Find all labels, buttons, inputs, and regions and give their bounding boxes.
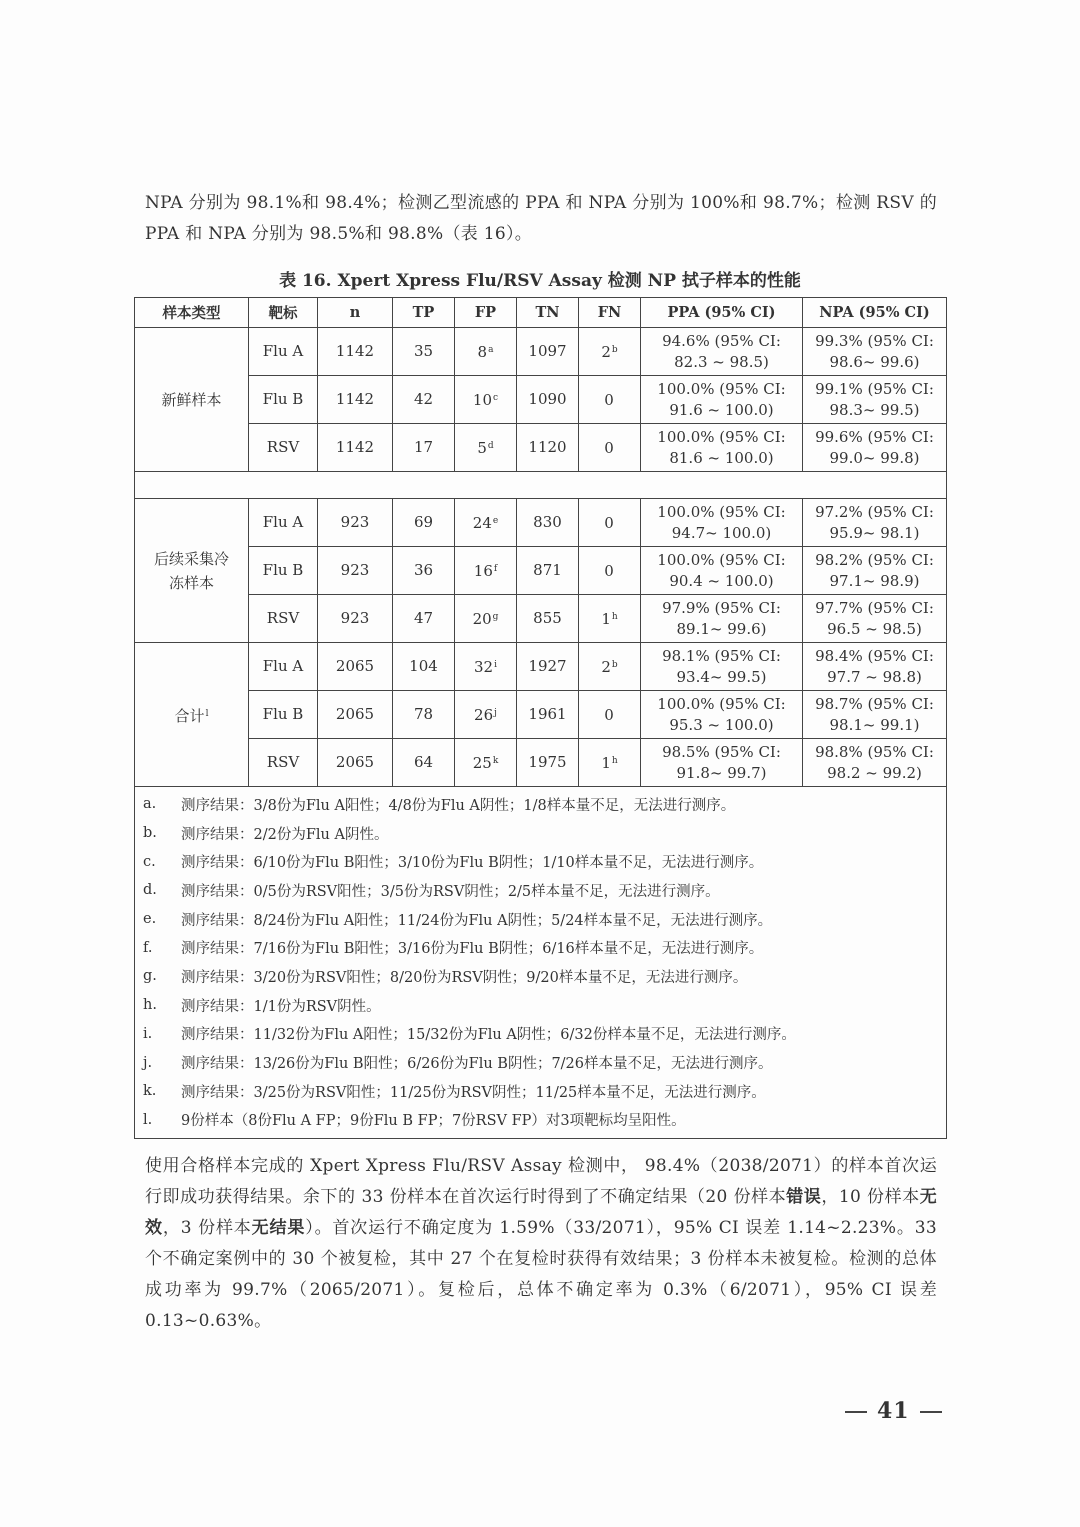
footnote-key: h. — [143, 997, 157, 1014]
intro-paragraph: NPA 分别为 98.1%和 98.4%；检测乙型流感的 PPA 和 NPA 分别为 100%和 98.7%；检测 RSV 的 PPA 和 NPA 分别为 98.5%和 98.8%（表 16）。 — [145, 193, 937, 244]
ppa-ci: 91.8~ 99.7) — [676, 763, 767, 782]
fp-cell — [455, 595, 517, 643]
header-ppa: PPA (95% CI) — [641, 298, 803, 328]
ppa-value: 100.0% (95% CI: — [657, 379, 786, 398]
footnote-marker: h — [611, 756, 618, 766]
footnote-marker: l — [205, 708, 209, 719]
npa-cell — [803, 424, 947, 472]
fn-cell — [579, 376, 641, 424]
npa-cell — [803, 376, 947, 424]
footnote-text: 测序结果：8/24份为Flu A阳性；11/24份为Flu A阴性；5/24样本量不足，无法进行测序。 — [181, 912, 773, 929]
ppa-cell — [641, 376, 803, 424]
target-cell: RSV — [249, 424, 318, 472]
ppa-cell — [641, 643, 803, 691]
page-number — [835, 1398, 952, 1424]
footnote-text: 测序结果：2/2份为Flu A阴性。 — [181, 826, 389, 843]
table-row — [135, 499, 947, 547]
ppa-ci: 94.7~ 100.0) — [671, 523, 772, 542]
fp-value: 25 — [472, 754, 492, 772]
footnote-marker: b — [611, 660, 618, 670]
n-cell: 2065 — [318, 691, 393, 739]
footnote-key: b. — [143, 825, 157, 842]
table-row — [135, 643, 947, 691]
sample-type-label: 后续采集冷冻样本 — [153, 549, 229, 592]
footnote-marker: j — [494, 708, 497, 718]
ppa-cell — [641, 424, 803, 472]
ppa-cell — [641, 739, 803, 787]
tp-cell: 36 — [393, 547, 455, 595]
n-cell: 1142 — [318, 328, 393, 376]
header-fp: FP — [455, 298, 517, 328]
fn-value: 1 — [601, 610, 611, 628]
table-row — [135, 424, 947, 472]
npa-cell — [803, 691, 947, 739]
npa-value: 98.7% (95% CI: — [815, 694, 934, 713]
tp-cell: 42 — [393, 376, 455, 424]
fp-cell — [455, 376, 517, 424]
npa-ci: 98.3~ 99.5) — [829, 400, 920, 419]
table-row — [135, 691, 947, 739]
fn-cell — [579, 643, 641, 691]
n-cell: 923 — [318, 547, 393, 595]
target-cell: Flu A — [249, 643, 318, 691]
npa-cell — [803, 595, 947, 643]
footnote-marker: i — [494, 660, 497, 670]
header-n: n — [318, 298, 393, 328]
tn-cell: 1090 — [517, 376, 579, 424]
fn-value: 2 — [601, 658, 611, 676]
footnote-key: i. — [143, 1025, 153, 1042]
fn-cell — [579, 739, 641, 787]
footnote-text: 测序结果：6/10份为Flu B阳性；3/10份为Flu B阴性；1/10样本量不足，无法进行测序。 — [181, 855, 764, 872]
footnote-key: d. — [143, 882, 157, 899]
fp-value: 24 — [472, 514, 492, 532]
sample-type-cell — [135, 499, 249, 643]
fn-cell — [579, 595, 641, 643]
footnote-item — [143, 933, 946, 962]
outro-bold-invalid: 无效 — [145, 1187, 937, 1238]
header-tp: TP — [393, 298, 455, 328]
page-number-text: 41 — [877, 1398, 910, 1424]
table-row — [135, 376, 947, 424]
n-cell: 2065 — [318, 643, 393, 691]
npa-ci: 98.1~ 99.1) — [829, 715, 920, 734]
ppa-value: 94.6% (95% CI: — [662, 331, 781, 350]
outro-bold-error: 错误 — [786, 1187, 822, 1207]
ppa-cell — [641, 547, 803, 595]
ppa-value: 100.0% (95% CI: — [657, 694, 786, 713]
fp-value: 16 — [473, 562, 493, 580]
footnote-item — [143, 991, 946, 1020]
footnote-key: g. — [143, 968, 157, 985]
sample-type-cell — [135, 643, 249, 787]
fp-value: 5 — [477, 439, 487, 457]
footnote-key: c. — [143, 853, 156, 870]
npa-value: 98.4% (95% CI: — [815, 646, 934, 665]
header-fn: FN — [579, 298, 641, 328]
footnote-marker: b — [611, 345, 618, 355]
outro-text-3: ，3 份样本 — [162, 1218, 252, 1238]
table-row — [135, 739, 947, 787]
footnote-key: k. — [143, 1083, 157, 1100]
footnote-item — [143, 1077, 946, 1106]
fp-value: 32 — [474, 658, 494, 676]
fn-value: 0 — [604, 439, 614, 457]
footnote-key: a. — [143, 796, 157, 813]
fn-cell — [579, 499, 641, 547]
npa-ci: 97.1~ 98.9) — [829, 571, 920, 590]
fp-cell — [455, 691, 517, 739]
footnote-marker: k — [492, 756, 499, 766]
ppa-value: 100.0% (95% CI: — [657, 427, 786, 446]
footnote-key: j. — [143, 1054, 153, 1071]
fp-cell — [455, 643, 517, 691]
footnote-text: 测序结果：0/5份为RSV阳性；3/5份为RSV阴性；2/5样本量不足，无法进行测序。 — [181, 883, 720, 900]
ppa-ci: 81.6 ~ 100.0) — [669, 448, 774, 467]
fn-value: 0 — [604, 706, 614, 724]
footnote-marker: c — [493, 393, 499, 403]
fp-cell — [455, 547, 517, 595]
footnote-text: 测序结果：3/8份为Flu A阳性；4/8份为Flu A阴性；1/8样本量不足，无法进行测序。 — [181, 797, 736, 814]
tn-cell: 1961 — [517, 691, 579, 739]
npa-value: 98.2% (95% CI: — [815, 550, 934, 569]
footnote-marker: d — [487, 441, 494, 451]
fn-cell — [579, 691, 641, 739]
target-cell: RSV — [249, 595, 318, 643]
ppa-cell — [641, 691, 803, 739]
fp-value: 20 — [472, 610, 492, 628]
tn-cell: 1097 — [517, 328, 579, 376]
npa-value: 98.8% (95% CI: — [815, 742, 934, 761]
footnote-text: 测序结果：1/1份为RSV阴性。 — [181, 998, 381, 1015]
n-cell: 1142 — [318, 424, 393, 472]
ppa-ci: 89.1~ 99.6) — [676, 619, 767, 638]
fp-value: 26 — [474, 706, 494, 724]
npa-cell — [803, 643, 947, 691]
page-dash-left — [845, 1411, 867, 1413]
footnote-item — [143, 1106, 946, 1135]
fp-cell — [455, 739, 517, 787]
npa-value: 99.3% (95% CI: — [815, 331, 934, 350]
ppa-value: 100.0% (95% CI: — [657, 550, 786, 569]
table-row — [135, 595, 947, 643]
ppa-cell — [641, 499, 803, 547]
footnote-text: 测序结果：13/26份为Flu B阳性；6/26份为Flu B阴性；7/26样本量不足，无法进行测序。 — [181, 1056, 773, 1073]
footnote-text: 测序结果：7/16份为Flu B阳性；3/16份为Flu B阴性；6/16样本量不足，无法进行测序。 — [181, 941, 764, 958]
header-target: 靶标 — [249, 298, 318, 328]
performance-table — [134, 297, 947, 1139]
tn-cell: 1927 — [517, 643, 579, 691]
npa-ci: 96.5 ~ 98.5) — [827, 619, 922, 638]
tn-cell: 830 — [517, 499, 579, 547]
page-dash-right — [920, 1411, 942, 1413]
footnote-marker: f — [493, 564, 498, 574]
fp-cell — [455, 328, 517, 376]
fn-value: 0 — [604, 391, 614, 409]
tp-cell: 35 — [393, 328, 455, 376]
sample-type-cell — [135, 328, 249, 472]
npa-value: 97.2% (95% CI: — [815, 502, 934, 521]
target-cell: Flu B — [249, 547, 318, 595]
npa-value: 99.6% (95% CI: — [815, 427, 934, 446]
footnote-item — [143, 876, 946, 905]
header-npa: NPA (95% CI) — [803, 298, 947, 328]
fn-value: 1 — [601, 754, 611, 772]
n-cell: 1142 — [318, 376, 393, 424]
tn-cell: 855 — [517, 595, 579, 643]
fn-value: 0 — [604, 562, 614, 580]
sample-type-label: 新鲜样本 — [161, 390, 222, 409]
outro-text-2: ，10 份样本 — [821, 1187, 920, 1207]
tp-cell: 64 — [393, 739, 455, 787]
footnote-item — [143, 847, 946, 876]
footnotes-cell — [135, 787, 947, 1139]
ppa-cell — [641, 595, 803, 643]
npa-ci: 98.2 ~ 99.2) — [827, 763, 922, 782]
footnote-marker: e — [492, 516, 499, 526]
tn-cell: 1975 — [517, 739, 579, 787]
footnote-key: f. — [143, 939, 153, 956]
footnote-text: 测序结果：3/25份为RSV阳性；11/25份为RSV阴性；11/25样本量不足，无法进行测序。 — [181, 1084, 766, 1101]
footnote-marker: g — [492, 612, 499, 622]
npa-cell — [803, 739, 947, 787]
npa-value: 97.7% (95% CI: — [815, 598, 934, 617]
fn-value: 2 — [601, 343, 611, 361]
footnote-marker: h — [611, 612, 618, 622]
tp-cell: 104 — [393, 643, 455, 691]
spacer-row — [135, 472, 947, 499]
footnotes-row — [135, 787, 947, 1139]
table-row — [135, 328, 947, 376]
ppa-value: 97.9% (95% CI: — [662, 598, 781, 617]
outro-paragraph — [145, 1151, 937, 1337]
fp-cell — [455, 424, 517, 472]
table-caption: 表 16. Xpert Xpress Flu/RSV Assay 检测 NP 拭子样本的性能 — [279, 271, 801, 291]
ppa-ci: 93.4~ 99.5) — [676, 667, 767, 686]
npa-ci: 97.7 ~ 98.8) — [827, 667, 922, 686]
target-cell: Flu A — [249, 499, 318, 547]
ppa-ci: 91.6 ~ 100.0) — [669, 400, 774, 419]
footnote-item — [143, 790, 946, 819]
npa-ci: 98.6~ 99.6) — [829, 352, 920, 371]
npa-ci: 99.0~ 99.8) — [829, 448, 920, 467]
fp-value: 8 — [477, 343, 488, 361]
fn-cell — [579, 424, 641, 472]
footnote-text: 9份样本（8份Flu A FP；9份Flu B FP；7份RSV FP）对3项靶标均呈阳性。 — [181, 1113, 686, 1130]
footnote-item — [143, 1048, 946, 1077]
header-tn: TN — [517, 298, 579, 328]
table-row — [135, 547, 947, 595]
footnote-item — [143, 905, 946, 934]
ppa-cell — [641, 328, 803, 376]
footnote-key: l. — [143, 1111, 153, 1128]
n-cell: 923 — [318, 595, 393, 643]
footnote-item — [143, 819, 946, 848]
footnote-item — [143, 1020, 946, 1049]
tn-cell: 871 — [517, 547, 579, 595]
header-sample-type: 样本类型 — [135, 298, 249, 328]
n-cell: 923 — [318, 499, 393, 547]
npa-cell — [803, 499, 947, 547]
ppa-ci: 95.3 ~ 100.0) — [669, 715, 774, 734]
ppa-ci: 90.4 ~ 100.0) — [669, 571, 774, 590]
ppa-value: 98.1% (95% CI: — [662, 646, 781, 665]
tp-cell: 17 — [393, 424, 455, 472]
outro-text-4: ）。首次运行不确定度为 1.59%（33/2071），95% CI 误差 1.14~2.23%。33 个不确定案例中的 30 个被复检，其中 27 个在复检时获得有效结果；3 份样本未被复检。检测的总体成功率为 99.7%（2065/2071）。复检后，总体不确定率为 0.3%（6/2071），95% CI 误差 0.13~0.63%。 — [145, 1218, 937, 1331]
npa-cell — [803, 547, 947, 595]
footnote-marker: a — [488, 345, 494, 355]
ppa-value: 100.0% (95% CI: — [657, 502, 786, 521]
outro-bold-noresult: 无结果 — [251, 1218, 306, 1238]
table-header-row — [135, 298, 947, 328]
fn-value: 0 — [604, 514, 614, 532]
target-cell: Flu B — [249, 691, 318, 739]
ppa-ci: 82.3 ~ 98.5) — [674, 352, 769, 371]
footnote-text: 测序结果：11/32份为Flu A阳性；15/32份为Flu A阴性；6/32份样本量不足，无法进行测序。 — [181, 1027, 796, 1044]
tn-cell: 1120 — [517, 424, 579, 472]
npa-cell — [803, 328, 947, 376]
target-cell: RSV — [249, 739, 318, 787]
outro-text-1: 使用合格样本完成的 Xpert Xpress Flu/RSV Assay 检测中， 98.4%（2038/2071）的样本首次运行即成功获得结果。余下的 33 份样本在首次运行时得到了不确定结果（20 份样本 — [145, 1156, 937, 1207]
footnote-key: e. — [143, 911, 157, 928]
target-cell: Flu B — [249, 376, 318, 424]
fp-cell — [455, 499, 517, 547]
spacer-cell — [135, 472, 947, 499]
sample-type-label: 合计 — [174, 706, 205, 725]
tp-cell: 69 — [393, 499, 455, 547]
npa-ci: 95.9~ 98.1) — [829, 523, 920, 542]
fp-value: 10 — [472, 391, 493, 409]
target-cell: Flu A — [249, 328, 318, 376]
fn-cell — [579, 328, 641, 376]
n-cell: 2065 — [318, 739, 393, 787]
tp-cell: 78 — [393, 691, 455, 739]
npa-value: 99.1% (95% CI: — [815, 379, 934, 398]
tp-cell: 47 — [393, 595, 455, 643]
fn-cell — [579, 547, 641, 595]
footnote-item — [143, 962, 946, 991]
ppa-value: 98.5% (95% CI: — [662, 742, 781, 761]
footnote-text: 测序结果：3/20份为RSV阳性；8/20份为RSV阴性；9/20样本量不足，无法进行测序。 — [181, 969, 748, 986]
